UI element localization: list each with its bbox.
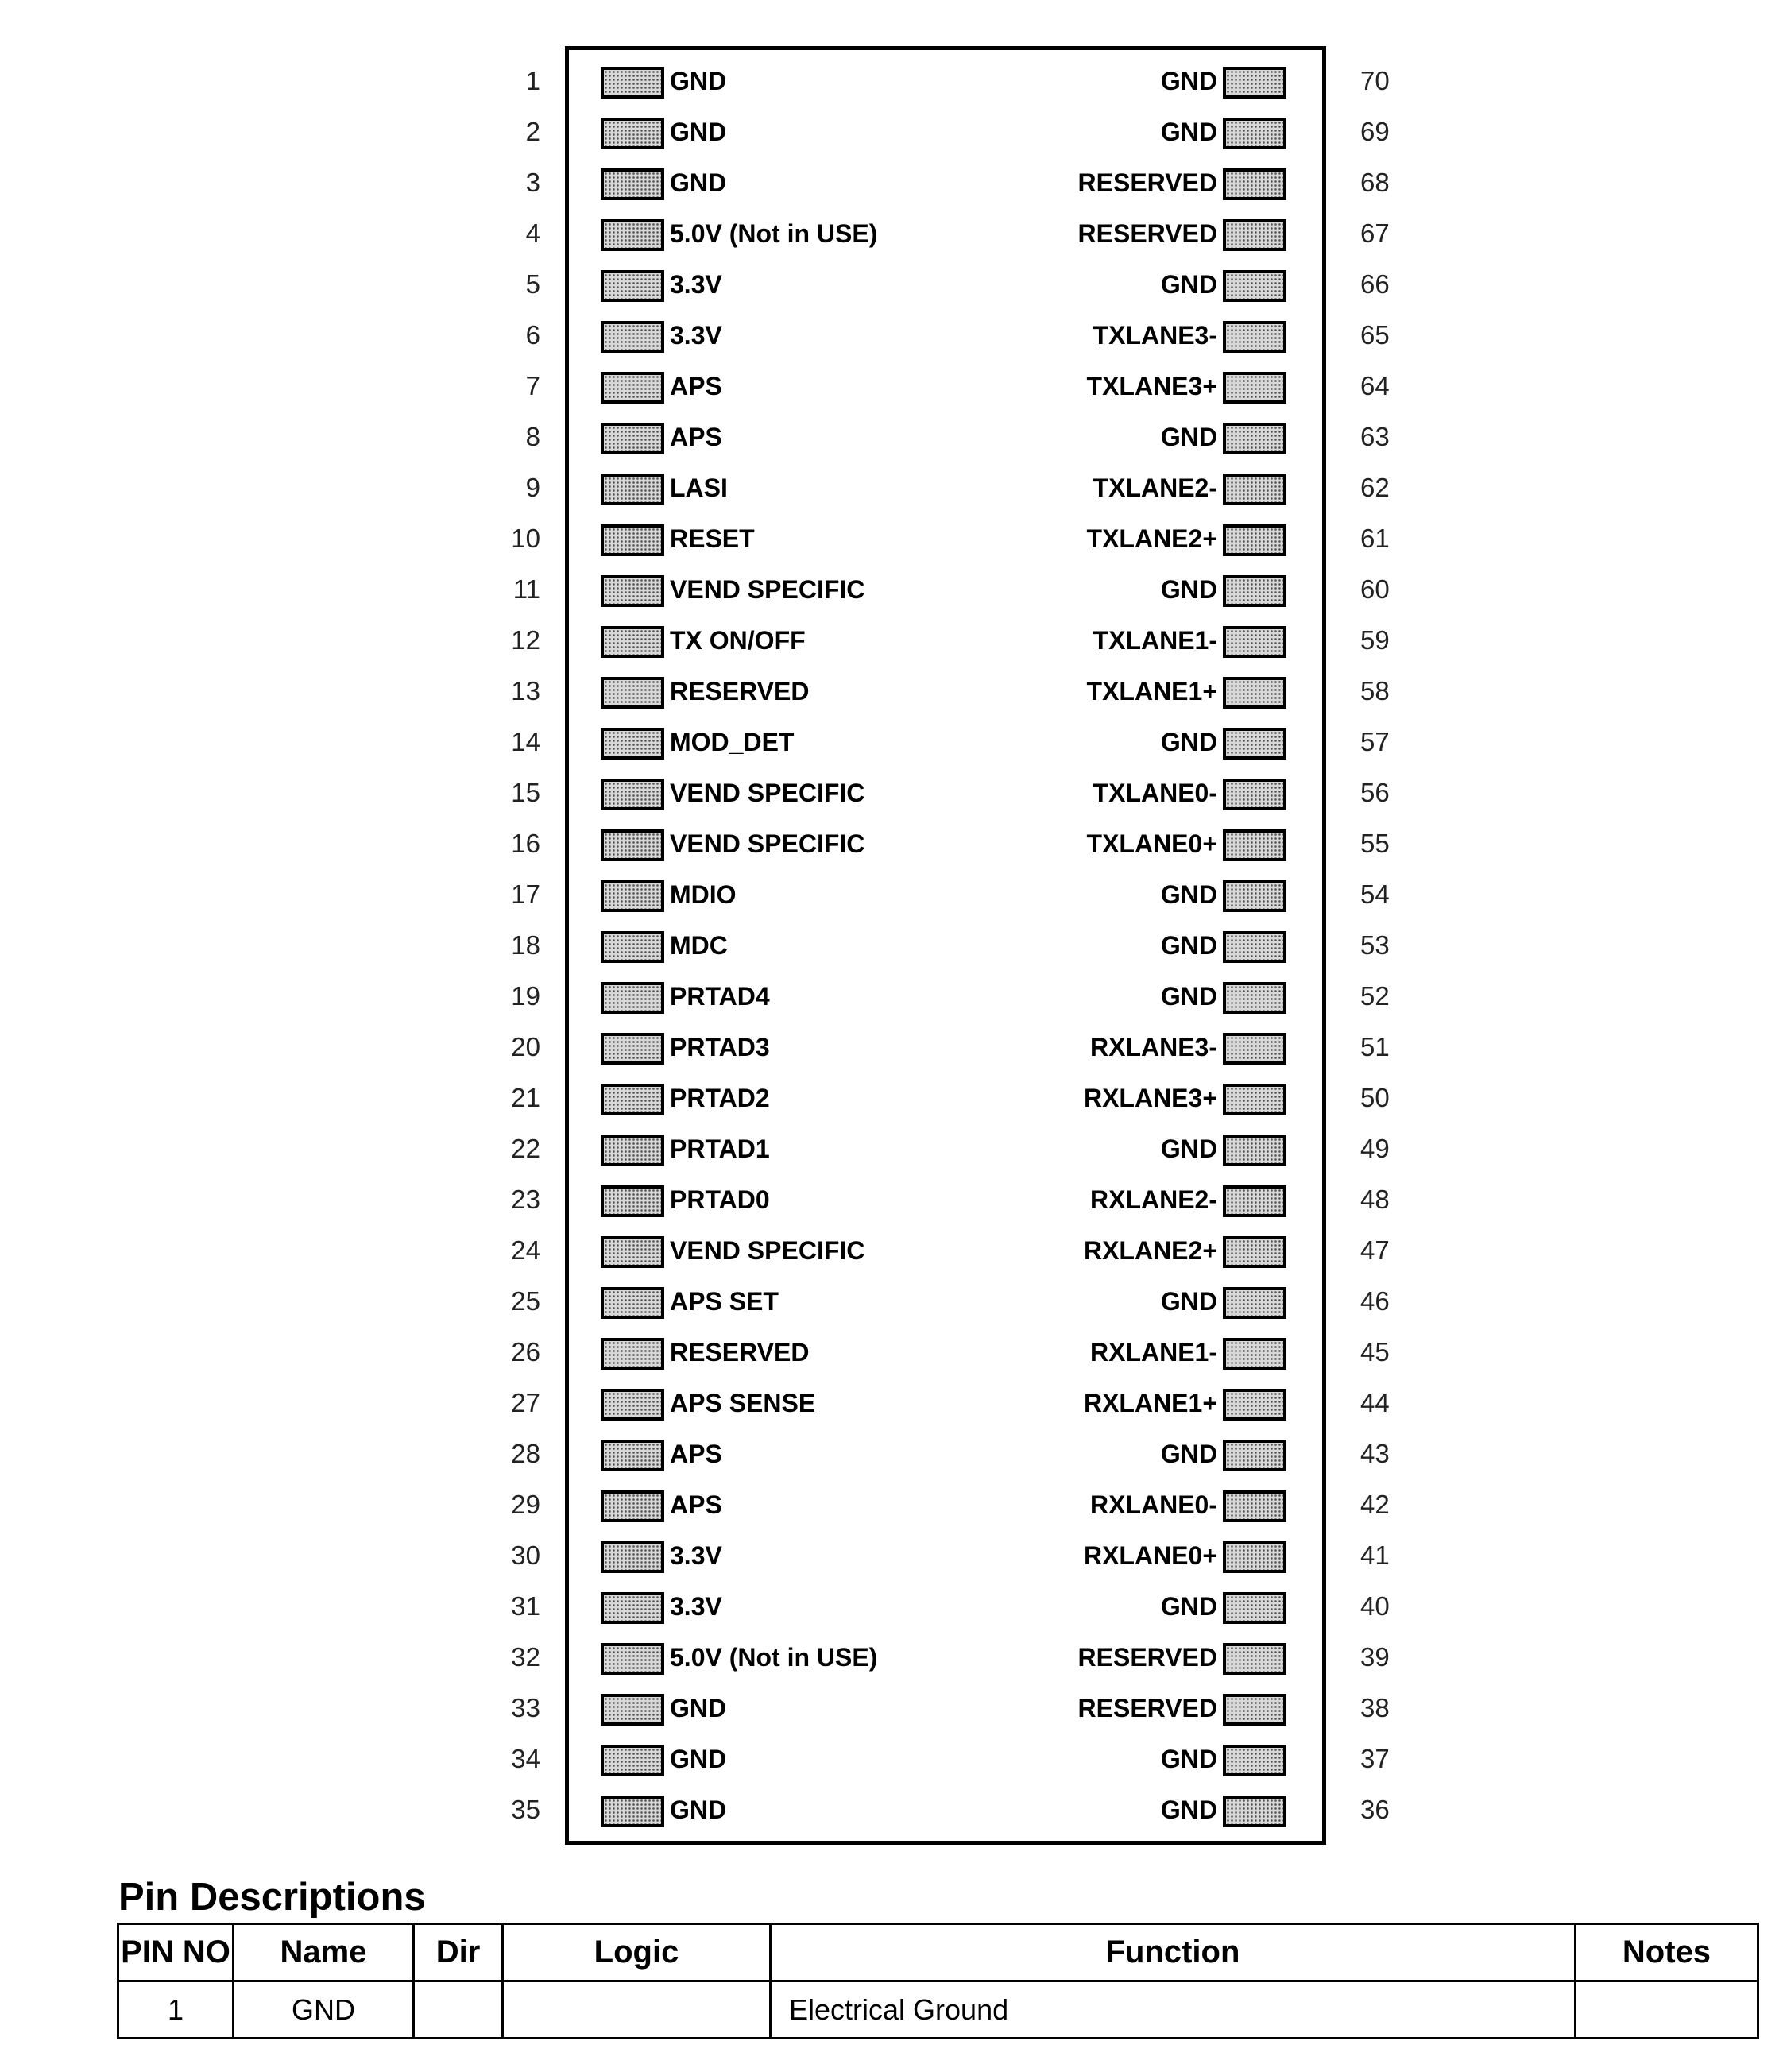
left-pin-signal: GND <box>670 1745 727 1773</box>
pin-pad <box>601 321 664 353</box>
pin-pad <box>601 524 664 556</box>
right-pin-number: 48 <box>1360 1185 1390 1214</box>
pin-pad <box>1223 67 1286 99</box>
left-pin-number: 30 <box>511 1540 540 1570</box>
cell-name: GND <box>234 1981 414 2039</box>
left-pin-signal: PRTAD2 <box>670 1084 770 1112</box>
right-pin-number: 62 <box>1360 473 1390 502</box>
pin-pad <box>1223 880 1286 912</box>
pin-row <box>0 1734 1783 1784</box>
header-name: Name <box>234 1924 414 1981</box>
pin-row <box>0 1225 1783 1276</box>
pin-pad <box>1223 1185 1286 1217</box>
left-pin-signal: APS <box>670 423 722 451</box>
right-pin-signal: TXLANE0+ <box>1086 829 1217 858</box>
left-pin-number: 26 <box>511 1337 540 1367</box>
left-pin-signal: GND <box>670 1694 727 1722</box>
right-pin-number: 50 <box>1360 1083 1390 1112</box>
left-pin-number: 24 <box>511 1235 540 1265</box>
right-pin-signal: TXLANE1- <box>1093 626 1217 655</box>
right-pin-signal: RESERVED <box>1077 168 1217 197</box>
header-notes: Notes <box>1576 1924 1758 1981</box>
pin-pad <box>1223 524 1286 556</box>
right-pin-signal: RXLANE3+ <box>1083 1084 1217 1112</box>
pin-pad <box>1223 1745 1286 1776</box>
left-pin-signal: RESERVED <box>670 677 810 705</box>
pin-row <box>0 1479 1783 1530</box>
pin-pad <box>601 474 664 505</box>
right-pin-signal: TXLANE3- <box>1093 321 1217 350</box>
left-pin-signal: GND <box>670 1796 727 1824</box>
left-pin-signal: APS <box>670 372 722 400</box>
pin-pad <box>1223 1135 1286 1166</box>
pin-pad <box>601 1745 664 1776</box>
left-pin-signal: APS <box>670 1440 722 1468</box>
pin-row <box>0 513 1783 564</box>
pin-row <box>0 1327 1783 1378</box>
right-pin-number: 55 <box>1360 829 1390 858</box>
left-pin-number: 22 <box>511 1134 540 1163</box>
pin-pad <box>1223 321 1286 353</box>
pin-pad <box>601 1236 664 1268</box>
pin-pad <box>601 1135 664 1166</box>
cell-function: Electrical Ground <box>771 1981 1576 2039</box>
pin-pad <box>1223 1592 1286 1624</box>
left-pin-number: 1 <box>525 66 540 95</box>
left-pin-signal: VEND SPECIFIC <box>670 779 865 807</box>
left-pin-number: 4 <box>525 218 540 248</box>
right-pin-signal: GND <box>1160 931 1217 960</box>
right-pin-signal: RXLANE2+ <box>1083 1236 1217 1265</box>
pin-pad <box>601 626 664 658</box>
right-pin-signal: TXLANE2+ <box>1086 524 1217 553</box>
left-pin-number: 8 <box>525 422 540 451</box>
right-pin-number: 70 <box>1360 66 1390 95</box>
pin-pad <box>1223 779 1286 810</box>
right-pin-number: 51 <box>1360 1032 1390 1061</box>
pin-pad <box>1223 1338 1286 1370</box>
right-pin-signal: RXLANE1+ <box>1083 1389 1217 1417</box>
pin-pad <box>1223 118 1286 149</box>
right-pin-signal: GND <box>1160 1440 1217 1468</box>
right-pin-number: 59 <box>1360 625 1390 655</box>
left-pin-signal: PRTAD1 <box>670 1135 770 1163</box>
pin-row <box>0 564 1783 615</box>
pin-pad <box>601 829 664 861</box>
pin-row <box>0 920 1783 971</box>
left-pin-number: 9 <box>525 473 540 502</box>
left-pin-signal: RESET <box>670 524 755 553</box>
pin-pad <box>601 1185 664 1217</box>
right-pin-number: 64 <box>1360 371 1390 400</box>
left-pin-number: 23 <box>511 1185 540 1214</box>
left-pin-signal: GND <box>670 168 727 197</box>
pin-pad <box>1223 829 1286 861</box>
pin-row <box>0 869 1783 920</box>
pin-pad <box>1223 1389 1286 1421</box>
pin-row <box>0 1174 1783 1225</box>
right-pin-number: 57 <box>1360 727 1390 756</box>
pin-row <box>0 106 1783 157</box>
pin-pad <box>601 728 664 760</box>
pin-pad <box>601 1592 664 1624</box>
right-pin-number: 68 <box>1360 168 1390 197</box>
pin-row <box>0 361 1783 412</box>
left-pin-number: 20 <box>511 1032 540 1061</box>
pin-row <box>0 157 1783 208</box>
right-pin-number: 47 <box>1360 1235 1390 1265</box>
right-pin-number: 63 <box>1360 422 1390 451</box>
pin-pad <box>601 880 664 912</box>
pin-pad <box>601 1287 664 1319</box>
right-pin-number: 41 <box>1360 1540 1390 1570</box>
left-pin-signal: 5.0V (Not in USE) <box>670 1643 878 1672</box>
left-pin-number: 32 <box>511 1642 540 1672</box>
left-pin-signal: 3.3V <box>670 1592 722 1621</box>
pin-row <box>0 1632 1783 1683</box>
left-pin-signal: GND <box>670 67 727 95</box>
right-pin-number: 67 <box>1360 218 1390 248</box>
cell-pin-no: 1 <box>118 1981 234 2039</box>
left-pin-number: 25 <box>511 1286 540 1316</box>
pin-pad <box>601 67 664 99</box>
left-pin-number: 12 <box>511 625 540 655</box>
right-pin-signal: GND <box>1160 1135 1217 1163</box>
pin-pad <box>1223 1541 1286 1573</box>
pin-pad <box>601 931 664 963</box>
pin-row <box>0 1022 1783 1073</box>
pin-pad <box>1223 1694 1286 1726</box>
left-pin-signal: PRTAD4 <box>670 982 770 1011</box>
left-pin-number: 6 <box>525 320 540 350</box>
right-pin-signal: GND <box>1160 270 1217 299</box>
table-row <box>118 1981 1758 2039</box>
left-pin-signal: VEND SPECIFIC <box>670 575 865 604</box>
pin-row <box>0 310 1783 361</box>
pin-pad <box>601 1033 664 1065</box>
left-pin-signal: VEND SPECIFIC <box>670 1236 865 1265</box>
right-pin-number: 36 <box>1360 1795 1390 1824</box>
header-pin-no: PIN NO <box>118 1924 234 1981</box>
left-pin-number: 17 <box>511 879 540 909</box>
right-pin-number: 58 <box>1360 676 1390 705</box>
left-pin-number: 2 <box>525 117 540 146</box>
pin-pad <box>1223 1033 1286 1065</box>
right-pin-number: 61 <box>1360 524 1390 553</box>
right-pin-number: 53 <box>1360 930 1390 960</box>
left-pin-number: 33 <box>511 1693 540 1722</box>
right-pin-number: 37 <box>1360 1744 1390 1773</box>
pin-pad <box>1223 423 1286 454</box>
pin-pad <box>601 1084 664 1115</box>
pin-pad <box>601 423 664 454</box>
pin-pad <box>1223 1084 1286 1115</box>
pin-pad <box>601 1643 664 1675</box>
right-pin-number: 54 <box>1360 879 1390 909</box>
left-pin-signal: 5.0V (Not in USE) <box>670 219 878 248</box>
right-pin-signal: TXLANE3+ <box>1086 372 1217 400</box>
right-pin-signal: GND <box>1160 982 1217 1011</box>
cell-dir <box>414 1981 503 2039</box>
left-pin-number: 34 <box>511 1744 540 1773</box>
pin-row <box>0 1581 1783 1632</box>
pin-row <box>0 818 1783 869</box>
left-pin-signal: PRTAD0 <box>670 1185 770 1214</box>
right-pin-signal: GND <box>1160 1592 1217 1621</box>
left-pin-signal: 3.3V <box>670 321 722 350</box>
right-pin-signal: GND <box>1160 575 1217 604</box>
right-pin-signal: RXLANE1- <box>1089 1338 1217 1367</box>
pin-row <box>0 1428 1783 1479</box>
left-pin-number: 7 <box>525 371 540 400</box>
left-pin-number: 14 <box>511 727 540 756</box>
pin-row <box>0 259 1783 310</box>
pin-pad <box>1223 372 1286 404</box>
pin-pad <box>601 575 664 607</box>
pin-row <box>0 971 1783 1022</box>
pin-row <box>0 462 1783 513</box>
pin-pad <box>1223 677 1286 709</box>
pin-pad <box>1223 626 1286 658</box>
pin-pad <box>601 1490 664 1522</box>
pin-pad <box>1223 219 1286 251</box>
pin-pad <box>601 982 664 1014</box>
cell-logic <box>503 1981 771 2039</box>
left-pin-signal: PRTAD3 <box>670 1033 770 1061</box>
left-pin-signal: APS SENSE <box>670 1389 816 1417</box>
left-pin-signal: APS <box>670 1490 722 1519</box>
right-pin-signal: RESERVED <box>1077 1643 1217 1672</box>
right-pin-signal: GND <box>1160 1287 1217 1316</box>
right-pin-signal: RESERVED <box>1077 1694 1217 1722</box>
right-pin-number: 52 <box>1360 981 1390 1011</box>
pin-pad <box>601 168 664 200</box>
pin-row <box>0 717 1783 767</box>
left-pin-number: 13 <box>511 676 540 705</box>
pin-row <box>0 767 1783 818</box>
right-pin-signal: GND <box>1160 1745 1217 1773</box>
pin-row <box>0 1276 1783 1327</box>
left-pin-number: 11 <box>512 574 540 604</box>
pin-pad <box>601 779 664 810</box>
pin-pad <box>1223 575 1286 607</box>
right-pin-number: 65 <box>1360 320 1390 350</box>
left-pin-signal: APS SET <box>670 1287 779 1316</box>
pin-pad <box>1223 1440 1286 1471</box>
pin-pad <box>601 372 664 404</box>
left-pin-number: 19 <box>511 981 540 1011</box>
right-pin-signal: RXLANE2- <box>1089 1185 1217 1214</box>
right-pin-number: 66 <box>1360 269 1390 299</box>
right-pin-signal: TXLANE2- <box>1093 474 1217 502</box>
pin-pad <box>601 1796 664 1827</box>
right-pin-number: 45 <box>1360 1337 1390 1367</box>
left-pin-signal: LASI <box>670 474 728 502</box>
pin-pad <box>601 677 664 709</box>
pin-pad <box>1223 982 1286 1014</box>
right-pin-number: 40 <box>1360 1591 1390 1621</box>
right-pin-signal: GND <box>1160 880 1217 909</box>
left-pin-number: 5 <box>525 269 540 299</box>
right-pin-signal: RXLANE0- <box>1089 1490 1217 1519</box>
right-pin-number: 43 <box>1360 1439 1390 1468</box>
left-pin-signal: RESERVED <box>670 1338 810 1367</box>
right-pin-signal: GND <box>1160 1796 1217 1824</box>
right-pin-signal: GND <box>1160 118 1217 146</box>
left-pin-signal: MOD_DET <box>670 728 795 756</box>
pin-pad <box>1223 270 1286 302</box>
right-pin-number: 39 <box>1360 1642 1390 1672</box>
pin-pad <box>601 1541 664 1573</box>
header-function: Function <box>771 1924 1576 1981</box>
left-pin-signal: VEND SPECIFIC <box>670 829 865 858</box>
left-pin-number: 16 <box>511 829 540 858</box>
left-pin-signal: TX ON/OFF <box>670 626 806 655</box>
pin-pad <box>1223 931 1286 963</box>
left-pin-signal: 3.3V <box>670 1541 722 1570</box>
left-pin-signal: MDIO <box>670 880 737 909</box>
pin-row <box>0 1784 1783 1835</box>
table-header-row <box>118 1924 1758 1981</box>
pin-row <box>0 412 1783 462</box>
right-pin-number: 69 <box>1360 117 1390 146</box>
pin-pad <box>601 1694 664 1726</box>
right-pin-number: 56 <box>1360 778 1390 807</box>
left-pin-number: 35 <box>511 1795 540 1824</box>
pin-pad <box>1223 474 1286 505</box>
left-pin-signal: MDC <box>670 931 728 960</box>
pin-row <box>0 666 1783 717</box>
header-dir: Dir <box>414 1924 503 1981</box>
pin-pad <box>601 1440 664 1471</box>
pin-pad <box>1223 1236 1286 1268</box>
right-pin-signal: RESERVED <box>1077 219 1217 248</box>
left-pin-signal: 3.3V <box>670 270 722 299</box>
pin-pad <box>601 219 664 251</box>
pin-pad <box>1223 1796 1286 1827</box>
pin-pad <box>601 1389 664 1421</box>
right-pin-number: 44 <box>1360 1388 1390 1417</box>
left-pin-number: 21 <box>511 1083 540 1112</box>
left-pin-number: 28 <box>511 1439 540 1468</box>
pin-row <box>0 1530 1783 1581</box>
pin-pad <box>1223 168 1286 200</box>
pin-pad <box>1223 1287 1286 1319</box>
left-pin-number: 27 <box>511 1388 540 1417</box>
right-pin-signal: TXLANE0- <box>1093 779 1217 807</box>
right-pin-number: 49 <box>1360 1134 1390 1163</box>
left-pin-number: 29 <box>511 1490 540 1519</box>
pin-descriptions-title: Pin Descriptions <box>118 1876 426 1919</box>
left-pin-number: 31 <box>511 1591 540 1621</box>
pin-pad <box>1223 1643 1286 1675</box>
right-pin-number: 60 <box>1360 574 1390 604</box>
right-pin-number: 38 <box>1360 1693 1390 1722</box>
left-pin-signal: GND <box>670 118 727 146</box>
right-pin-signal: GND <box>1160 67 1217 95</box>
pin-pad <box>601 1338 664 1370</box>
pin-row <box>0 1123 1783 1174</box>
right-pin-number: 46 <box>1360 1286 1390 1316</box>
pin-row <box>0 1073 1783 1123</box>
right-pin-signal: GND <box>1160 423 1217 451</box>
pin-row <box>0 615 1783 666</box>
right-pin-signal: RXLANE3- <box>1089 1033 1217 1061</box>
pin-row <box>0 56 1783 106</box>
right-pin-signal: GND <box>1160 728 1217 756</box>
pin-row <box>0 208 1783 259</box>
pin-pad <box>601 270 664 302</box>
pin-pad <box>1223 1490 1286 1522</box>
left-pin-number: 15 <box>511 778 540 807</box>
right-pin-number: 42 <box>1360 1490 1390 1519</box>
pin-pad <box>1223 728 1286 760</box>
header-logic: Logic <box>503 1924 771 1981</box>
left-pin-number: 3 <box>525 168 540 197</box>
pin-descriptions-table <box>117 1923 1759 2039</box>
left-pin-number: 10 <box>511 524 540 553</box>
right-pin-signal: RXLANE0+ <box>1083 1541 1217 1570</box>
cell-notes <box>1576 1981 1758 2039</box>
left-pin-number: 18 <box>511 930 540 960</box>
pin-pad <box>601 118 664 149</box>
pin-row <box>0 1683 1783 1734</box>
right-pin-signal: TXLANE1+ <box>1086 677 1217 705</box>
pin-row <box>0 1378 1783 1428</box>
